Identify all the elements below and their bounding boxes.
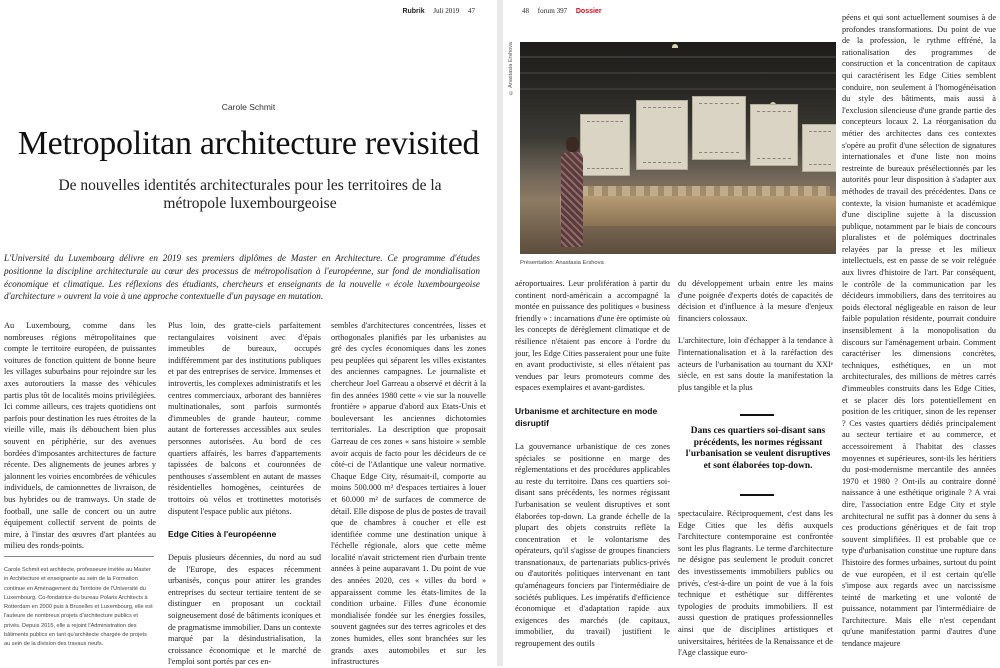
photo-caption: Présentation: Anastasia Ershova [520, 260, 604, 266]
paragraph: péens et qui sont actuellement soumises à de profondes transformations. Du point de vue de la profession, le rythme effréné, la rationalisation des programmes de construction et la concentration de capitaux qui caractérisent les Edge Cities semblent conduire, non seulement à l'homogénéisation du style des bâtiments, mais aussi à l'exclusion silencieuse d'une grande partie des concepteurs locaux 2. La réorganisation du métier des architectes dans ces contextes s'opère au profit d'une sélection de signatures internationales et d'une liste non moins restreinte de bureaux présélectionnés par les autorités pour leur disposition à s'adapter aux méthodes de travail des précédentes. Dans ce contexte, la vision humaniste et académique d'une discipline sujette à la discussion publique, notamment par le biais de concours pluralistes et de polémiques doctrinales relayées par la presse et les milieux intellectuels, est en passe de se voir reléguée aux livres d'histoire de l'art. Par conséquent, le contrôle de la communication par les décideurs immobiliers, dans des territoires au poids électoral négligeable en raison de leur faible population résidente, pourrait conduire insensiblement à la monopolisation du discours sur l'aménagement urbain. Comment caractériser les dimensions concrètes, techniques, esthétiques, en un mot architecturales, des millions de mètres carrés d'immeubles construits dans les Edge Cities, et se placer dès lors potentiellement en position de les critiquer, sinon de les repenser ? Ces vastes quartiers dédiés principalement au secteur tertiaire et au commerce, et accessoirement à l'habitat des classes moyennes et supérieures, sont-ils les héritiers du post-modernisme mercantile des années 1970 et 1980 ? Ont-ils au contraire donné naissance à une esthétique originale ? A vrai dire, l'association entre Edge City et style architectural ne suffit pas à donner du sens à ces productions génériques et de fait trop souvent simplifiées. Il est probable que ce type d'urbanisation constitue une rupture dans l'histoire des formes urbaines, surtout du point de vue européen, et il est certain qu'elle s'impose aux regards avec un narcissisme teinté de marketing et une volonté de puissance, notamment par l'intermédiaire de l'architecture. Mais elle n'est cependant qu'une manifestation parmi d'autres d'une tendance majeure [842, 13, 996, 649]
pull-quote-rule-bottom [740, 494, 774, 496]
author-name: Carole Schmit [221, 102, 276, 112]
right-column-2-continued [678, 508, 833, 659]
paragraph: sembles d'architectures concentrées, lisses et orthogonales planifiés par les urbanistes au gré des cycles économiques dans les zones peu peuplées qui séparent les villes existantes des anciennes campagnes. Le journaliste et chercheur Joel Garreau a observé et décrit à la fin des années 1980 cette « vie sur la nouvelle frontière » apparue d'abord aux Etats-Unis et bouleversant les anciennes dichotomies territoriales. La description que proposait Garreau de ces zones « sans histoire » semble avoir acquis de facto pour les décideurs de ce côté-ci de l'Atlantique une valeur normative. Chaque Edge City, résumait-il, comporte au moins 500.000 m² d'espaces tertiaires à louer et 60.000 m² de surfaces de commerce de détail. Elle dispose de plus de postes de travail que de chambres à coucher et elle est identifiée comme une destination unique à l'échelle régionale, alors que cette même localité n'avait strictement rien d'urbain trente années à peine auparavant 1. Du point de vue des années 2020, ces « villes du bord » apparaissent comme les états-limites de la condition urbaine. Filles d'une économie mondialisée fondée sur les énergies fossiles, souvent gagnées sur des terres agricoles et des zones humides, elles sont branchées sur les grands axes automobiles et sur les infrastructures [331, 321, 486, 667]
issue-date: Juli 2019 [433, 7, 460, 15]
paragraph: Depuis plusieurs décennies, du nord au sud de l'Europe, des espaces récemment urbanisés, conçus pour attirer les grandes entreprises du secteur tertiaire tentent de se distinguer en proposant un cocktail soigneusement dosé de bâtiments iconiques et de pragmatisme immobilier. Dans un contexte marqué par la désindustrialisation, la croissance économique et le marché de l'emploi sont portés par ces en- [168, 553, 321, 667]
author-bio: Carole Schmit est architecte, professeure invitée au Master in Architecture et enseignante au sein de la Formation continue en Aménagement du Territoire de l'Université du Luxembourg. Co-fondatrice du bureau Polaris Architects à Rotterdam en 2000 puis à Bruxelles et Luxembourg, elle est l'auteure de nombreux projets d'architecture publics et privés. Depuis 2015, elle a rejoint l'Administration des bâtiments publics en tant qu'architecte chargée de projets au sein de la division des travaux neufs. [4, 567, 153, 648]
paragraph: Au Luxembourg, comme dans les nombreuses régions métropolitaines que compte le territoire européen, de puissantes voitures de fonction quittent de bonne heure les villages suburbains pour rejoindre sur les axes autoroutiers la masse des véhicules partis plus tôt de localités moins privilégiées. Ici comme ailleurs, ces trajets quotidiens ont parfois pour destination les rues étroites de la vieille ville, mais ils débouchent bien plus souvent en périphérie, sur des avenues bordées d'imposantes architectures de facture récente. Des alignements de jeunes arbres y jalonnent les voiries encombrées de véhicules individuels, de camionnettes de livraison, de bus hybrides ou de tramways. Un stade de football, une salle de concert ou un autre équipement collectif servent de points de mire, à l'instar des œuvres d'art plantées au milieu des ronds-points. [4, 321, 156, 551]
page-number: 48 [522, 7, 529, 15]
right-column-3 [842, 12, 996, 650]
person-figure [558, 137, 586, 247]
photo-image [520, 42, 836, 254]
article-lead: L'Université du Luxembourg délivre en 2019 ses premiers diplômes de Master en Architecture. Ce programme d'études positionne la discipline architecturale au cœur des processus de métropolisation à l'européenne, sur fond de mondialisation économique et climatique. Les réflexions des étudiants, chercheurs et enseignants de la nouvelle « école luxembourgeoise d'architecture » ouvrent la voie à une approche contextuelle d'un paysage en mutation. [4, 253, 480, 302]
left-page [0, 0, 497, 666]
article-subtitle: De nouvelles identités architecturales pour les territoires de la métropole luxembourgeoise [58, 177, 442, 212]
section-label: Rubrik [402, 8, 425, 15]
paragraph: Plus loin, des gratte-ciels parfaitement rectangulaires voisinent avec d'épais immeubles de bureaux, occupés indifféremment par des institutions publiques et par des entreprises de service. Immenses et introvertis, les complexes administratifs et les centres commerciaux, arborant des bannières multinationales, sont parfois surmontés d'immeubles de grande hauteur, comme autant de forteresses accessibles aux seules personnes autorisées. Au bord de ces quartiers affairés, les barres d'appartements tapissées de balcons et couronnées de penthouses s'assemblent en autant de masses résidentielles homogènes, ceinturées de trottoirs où vélos et trottinettes motorisés disputent l'espace public aux piétons. [168, 321, 321, 516]
photo-credit: © Anastasia Ershova [508, 42, 514, 96]
paragraph: L'architecture, loin d'échapper à la tendance à l'internationalisation et à la raréfaction des acteurs de l'urbanisation au tournant du XXIᵉ siècle, en est sans doute la manifestation la plus tangible et la plus [678, 336, 833, 392]
paragraph: du développement urbain entre les mains d'une poignée d'experts dotés de capacités de décision et d'influence à la mesure d'enjeux financiers colossaux. [678, 279, 833, 323]
exhibition-photo [520, 42, 836, 254]
right-column-1 [515, 278, 670, 650]
section-label: Dossier [575, 8, 602, 15]
left-column-2 [168, 320, 321, 668]
left-column-3 [331, 320, 486, 668]
pull-quote: Dans ces quartiers soi-disant sans précédents, les normes régissant l'urbanisation se veulent disruptives et sont élaborées top-down. [685, 426, 831, 471]
page-number: 47 [468, 7, 475, 15]
paragraph: spectaculaire. Réciproquement, c'est dans les Edge Cities que les défis auxquels l'architecture contemporaine est confrontée sont les plus flagrants. Le terme d'architecture ne désigne pas seulement le produit concret des investissements immobiliers publics ou privés, c'est-à-dire un point de vue à la fois technique et esthétique sur différentes typologies de produits immobiliers. Il est aussi question de pratiques professionnelles ainsi que de disciplines artistiques et universitaires, héritées de la Renaissance et de l'Age classique euro- [678, 509, 833, 658]
article-title: Metropolitan architecture revisited [17, 125, 480, 162]
bio-divider [4, 556, 154, 557]
page-header-right [522, 7, 609, 15]
paragraph: La gouvernance urbanistique de ces zones spéciales se positionne en marge des réglementations et des procédures applicables au reste du territoire. Dans ces quartiers soi-disant sans précédents, les normes régissant l'urbanisation se veulent disruptives et sont élaborées top-down. La grande échelle de la plupart des objets construits reflète la concentration et le volontarisme des opérateurs, qu'il s'agisse de groupes financiers transnationaux, de partenariats publics-privés ou d'autorités politiques intervenant en tant qu'aménageurs fonciers par l'intermédiaire de sociétés publiques. Les impératifs d'efficience économique et d'adaptation rapide aux exigences des marchés (de capitaux, immobilier, du travail) justifient le regroupement des outils [515, 441, 670, 649]
section-heading: Urbanisme et architecture en mode disruptif [515, 405, 658, 428]
section-heading: Edge Cities à l'européenne [168, 529, 277, 540]
paragraph: aéroportuaires. Leur prolifération à partir du continent nord-américain a accompagné la montée en puissance des politiques « business friendly » : incarnations d'une ère optimiste où les concepts de dérèglement climatique et de résilience n'étaient pas encore à l'ordre du jour, les Edge Cities passeraient pour une fuite en avant productiviste, si elles n'étaient pas vendues par leurs promoteurs comme des espaces exemplaires et avant-gardistes. [515, 279, 670, 393]
left-column-1 [4, 320, 156, 552]
magazine-issue: forum 397 [537, 7, 568, 15]
page-header-left [402, 7, 475, 15]
right-page [503, 0, 1000, 666]
pull-quote-rule-top [740, 414, 774, 416]
right-column-2 [678, 278, 833, 393]
